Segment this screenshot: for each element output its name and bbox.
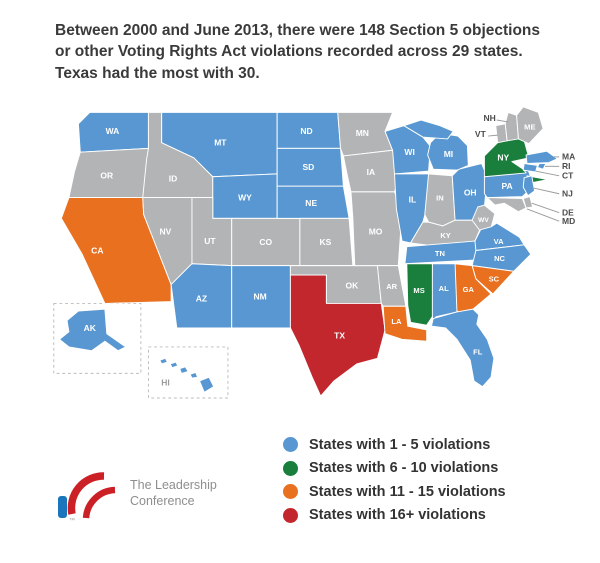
state-ct: [523, 164, 537, 173]
state-al-label: AL: [438, 284, 449, 294]
legend-row: [283, 457, 506, 481]
state-nm-label: NM: [253, 291, 267, 302]
state-ok-label: OK: [345, 280, 359, 291]
state-vt-callout-label: VT: [474, 129, 486, 140]
logo-text: [130, 477, 217, 510]
states-layer: [59, 107, 557, 396]
state-md-callout-label: MD: [562, 216, 576, 227]
state-nh-callout-label: NH: [483, 112, 496, 123]
state-ak-label: AK: [83, 322, 96, 333]
state-ct-callout-label: CT: [562, 170, 574, 181]
logo-line2: Conference: [130, 494, 195, 508]
state-fl: [431, 309, 493, 387]
state-wa-label: WA: [105, 126, 120, 137]
state-la-label: LA: [391, 317, 402, 327]
state-in-label: IN: [436, 193, 444, 203]
state-wv-label: WV: [478, 217, 489, 225]
legend-label: States with 11 - 15 violations: [309, 483, 506, 500]
state-il-label: IL: [408, 194, 417, 205]
state-nj-callout-line: [534, 188, 560, 194]
logo-line1: The Leadership: [130, 477, 217, 492]
state-ut-label: UT: [204, 235, 216, 246]
state-nj-callout-label: NJ: [562, 188, 573, 199]
state-ia-label: IA: [366, 166, 376, 177]
state-ny-label: NY: [497, 152, 510, 163]
state-ma: [526, 151, 557, 163]
legend-dot-green-icon: [283, 461, 298, 476]
state-nd-label: ND: [300, 126, 313, 137]
state-nc-label: NC: [494, 253, 506, 263]
state-mo-label: MO: [368, 226, 383, 237]
state-wy-label: WY: [238, 192, 252, 203]
state-me-label: ME: [524, 122, 536, 132]
state-ks-label: KS: [319, 236, 332, 247]
state-sc-label: SC: [488, 274, 500, 284]
state-ri: [537, 164, 546, 170]
state-mn-label: MN: [355, 128, 369, 139]
logo-arch-icon: [52, 462, 120, 524]
legend-label: States with 6 - 10 violations: [309, 460, 499, 477]
state-ne-label: NE: [305, 198, 318, 209]
page-title: Between 2000 and June 2013, there were 148 Section 5 objections or other Voting Rights Act violations recorded across 29 states. Texas had the most with 30.: [55, 22, 541, 82]
state-tn-label: TN: [434, 249, 445, 259]
legend-dot-red-icon: [283, 508, 298, 523]
state-ky-label: KY: [440, 231, 451, 241]
state-tx-label: TX: [334, 330, 346, 341]
trademark-symbol: ™: [69, 518, 75, 524]
state-nv-label: NV: [159, 226, 172, 237]
state-or-label: OR: [100, 170, 114, 181]
legend-row: [283, 504, 506, 528]
legend-label: States with 16+ violations: [309, 507, 486, 524]
state-md: [487, 198, 526, 212]
us-map: [50, 103, 580, 415]
state-sd-label: SD: [302, 162, 315, 173]
state-mi-label: MI: [443, 148, 454, 159]
leadership-conference-logo: [52, 462, 217, 524]
state-ri-callout-label: RI: [562, 161, 571, 172]
legend-label: States with 1 - 5 violations: [309, 436, 491, 453]
state-va-label: VA: [493, 236, 504, 246]
hawaii-inset-box: [148, 347, 228, 398]
state-de-callout-label: DE: [562, 207, 574, 218]
state-pa-label: PA: [501, 181, 513, 192]
state-az-label: AZ: [195, 293, 208, 304]
state-hi: [200, 377, 214, 392]
state-hi-part: [160, 358, 168, 364]
state-fl-label: FL: [473, 347, 483, 357]
state-hi-part: [180, 367, 189, 374]
legend-row: [283, 480, 506, 504]
state-hi-part: [170, 362, 178, 368]
state-hi-part: [190, 372, 198, 378]
state-de-callout-line: [532, 203, 559, 212]
state-wi-label: WI: [404, 147, 415, 157]
state-mt-label: MT: [214, 137, 227, 148]
legend-dot-blue-icon: [283, 437, 298, 452]
legend-dot-orange-icon: [283, 484, 298, 499]
state-vt-callout-line: [488, 135, 497, 136]
state-ar-label: AR: [386, 282, 398, 292]
state-ms-label: MS: [413, 286, 425, 296]
state-ca-label: CA: [91, 245, 104, 256]
state-id-label: ID: [168, 173, 178, 184]
state-ma-callout-label: MA: [562, 151, 576, 162]
legend-row: [283, 433, 506, 457]
state-co-label: CO: [259, 236, 273, 247]
state-oh-label: OH: [463, 187, 477, 198]
state-ga-label: GA: [462, 285, 474, 295]
legend: [283, 433, 506, 527]
state-hi-label: HI: [161, 377, 170, 388]
state-ct-callout-line: [536, 171, 560, 176]
